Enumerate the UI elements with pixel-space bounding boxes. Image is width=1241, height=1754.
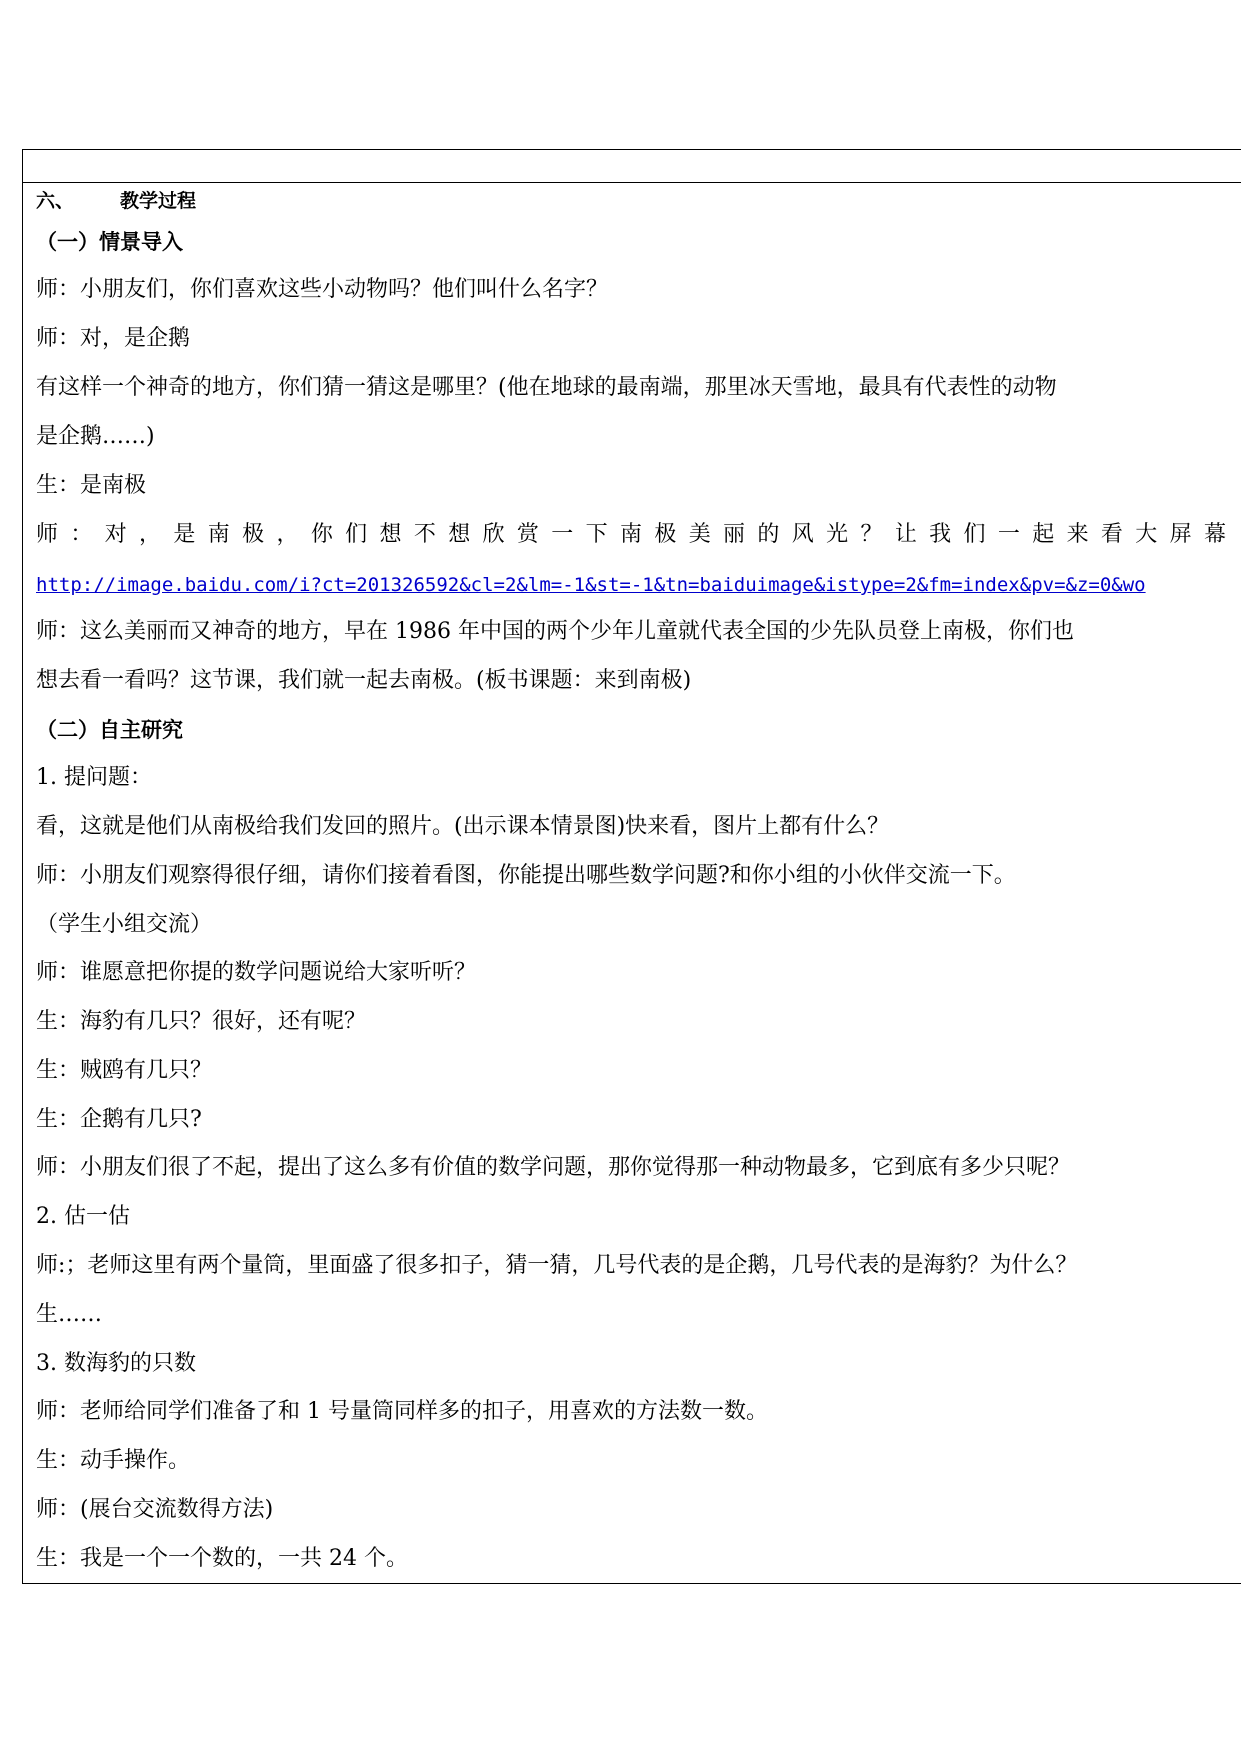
image-link[interactable]: http://image.baidu.com/i?ct=201326592&cl=2&lm=-1&st=-1&tn=baiduimage&istype=2&fm=index&pv=&z=0&wo xyxy=(36,574,1146,596)
subsection-heading-2: （二）自主研究 xyxy=(36,718,183,742)
text-line: 看，这就是他们从南极给我们发回的照片。(出示课本情景图)快来看，图片上都有什么？ xyxy=(36,814,890,839)
text-line: 师：小朋友们，你们喜欢这些小动物吗？他们叫什么名字？ xyxy=(36,277,609,302)
text-line: 1. 提问题： xyxy=(36,765,152,790)
section-title: 教学过程 xyxy=(120,190,197,212)
text-line: 师：这么美丽而又神奇的地方，早在 1986 年中国的两个少年儿童就代表全国的少先队员登上南极，你们也 xyxy=(36,619,1074,644)
text-line: 师：老师给同学们准备了和 1 号量筒同样多的扣子，用喜欢的方法数一数。 xyxy=(36,1399,768,1424)
text-line: （学生小组交流） xyxy=(36,912,213,937)
text-line: 师:；老师这里有两个量筒，里面盛了很多扣子，猜一猜，几号代表的是企鹅，几号代表的是海豹？为什么？ xyxy=(36,1253,1078,1278)
subsection-heading-1: （一）情景导入 xyxy=(36,230,183,254)
text-line: 生：企鹅有几只? xyxy=(36,1107,202,1132)
section-heading xyxy=(36,186,196,216)
text-line: 生：海豹有几只？很好，还有呢？ xyxy=(36,1009,367,1034)
text-line: 师：谁愿意把你提的数学问题说给大家听听？ xyxy=(36,960,477,985)
text-line: 师：对，是企鹅 xyxy=(36,326,191,351)
text-line: 生：动手操作。 xyxy=(36,1448,191,1473)
table-header-row xyxy=(22,149,1241,183)
text-line: 有这样一个神奇的地方，你们猜一猜这是哪里？(他在地球的最南端，那里冰天雪地，最具有代表性的动物 xyxy=(36,375,1057,400)
text-line: 3. 数海豹的只数 xyxy=(36,1351,196,1376)
text-line: 2. 估一估 xyxy=(36,1204,130,1229)
text-line: 师：小朋友们观察得很仔细，请你们接着看图，你能提出哪些数学问题?和你小组的小伙伴交流一下。 xyxy=(36,863,1016,888)
text-line-justified: 师：对，是南极，你们想不想欣赏一下南极美丽的风光？让我们一起来看大屏幕 xyxy=(36,522,1226,547)
text-line: 师：小朋友们很了不起，提出了这么多有价值的数学问题，那你觉得那一种动物最多，它到底有多少只呢？ xyxy=(36,1155,1071,1180)
text-line: 想去看一看吗？这节课，我们就一起去南极。(板书课题：来到南极) xyxy=(36,668,692,693)
text-line: 师：(展台交流数得方法) xyxy=(36,1497,274,1522)
text-line: 生：是南极 xyxy=(36,473,147,498)
text-line: 生：贼鸥有几只？ xyxy=(36,1058,213,1083)
text-line: 是企鹅……) xyxy=(36,424,155,449)
section-number: 六、 xyxy=(36,190,75,212)
text-line: 生：我是一个一个数的，一共 24 个。 xyxy=(36,1546,408,1571)
text-line: 生…… xyxy=(36,1302,103,1327)
